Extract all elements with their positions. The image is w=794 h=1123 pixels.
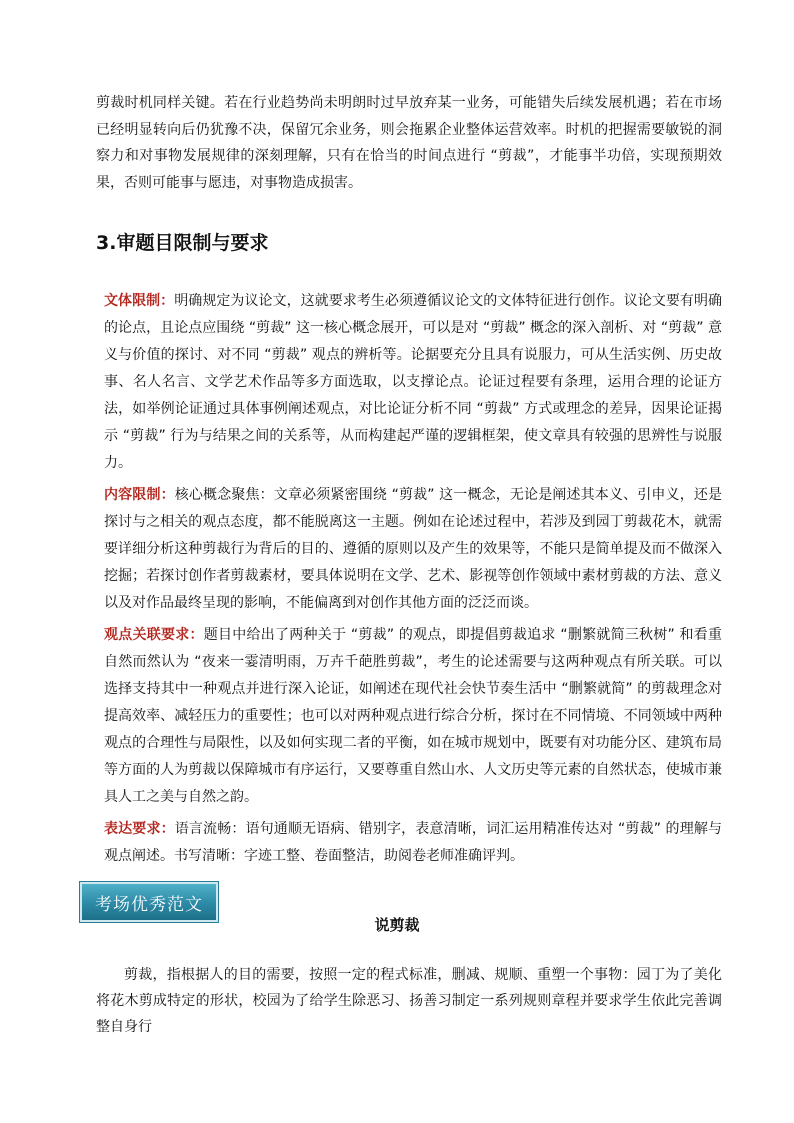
requirement-text: 明确规定为议论文，这就要求考生必须遵循议论文的文体特征进行创作。议论文要有明确的论点，且论点应围绕 “剪裁” 这一核心概念展开，可以是对 “剪裁” 概念的深入剖析、对 “剪裁” 意义与价值的探讨、对不同 “剪裁” 观点的辨析等。论据要充分且具有说服力，可从生活实例、历史故事、名人名言、文学艺术作品等多方面选取，以支撑论点。论证过程要有条理，运用合理的论证方法，如举例论证通过具体事例阐述观点，对比论证分析不同 “剪裁” 方式或理念的差异，因果论证揭示 “剪裁” 行为与结果之间的关系等，从而构建起严谨的逻辑框架，使文章具有较强的思辨性与说服力。 (104, 293, 722, 471)
section-heading: 3.审题目限制与要求 (96, 232, 269, 254)
requirement-genre (104, 288, 722, 477)
requirement-label: 文体限制： (104, 293, 175, 309)
requirement-expression (104, 816, 722, 870)
requirement-text: 题目中给出了两种关于 “剪裁” 的观点，即提倡剪裁追求 “删繁就简三秋树” 和看重自然而然认为 “夜来一霎清明雨，万卉千葩胜剪裁”，考生的论述需要与这两种观点有所关联。可以选择支持其中一种观点并进行深入论证，如阐述在现代社会快节奏生活中 “删繁就简” 的剪裁理念对提高效率、减轻压力的重要性；也可以对两种观点进行综合分析，探讨在不同情境、不同领域中两种观点的合理性与局限性，以及如何实现二者的平衡，如在城市规划中，既要有对功能分区、建筑布局等方面的人为剪裁以保障城市有序运行，又要尊重自然山水、人文历史等元素的自然状态，使城市兼具人工之美与自然之韵。 (104, 627, 723, 805)
intro-paragraph: 剪裁时机同样关键。若在行业趋势尚未明朗时过早放弃某一业务，可能错失后续发展机遇；若在市场已经明显转向后仍犹豫不决，保留冗余业务，则会拖累企业整体运营效率。时机的把握需要敏锐的洞察力和对事物发展规律的深刻理解，只有在恰当的时间点进行 “剪裁”，才能事半功倍，实现预期效果，否则可能事与愿违，对事物造成损害。 (96, 95, 722, 191)
requirement-text: 语言流畅：语句通顺无语病、错别字，表意清晰，词汇运用精准传达对 “剪裁” 的理解与观点阐述。书写清晰：字迹工整、卷面整洁，助阅卷老师准确评判。 (104, 821, 722, 864)
requirement-label: 表达要求： (104, 821, 175, 837)
essay-title: 说剪裁 (374, 916, 420, 934)
requirement-text: 核心概念聚焦：文章必须紧密围绕 “剪裁” 这一概念，无论是阐述其本义、引申义，还是探讨与之相关的观点态度，都不能脱离这一主题。例如在论述过程中，若涉及到园丁剪裁花木，就需要详细分析这种剪裁行为背后的目的、遵循的原则以及产生的效果等，不能只是简单提及而不做深入挖掘；若探讨创作者剪裁素材，要具体说明在文学、艺术、影视等创作领域中素材剪裁的方法、意义以及对作品最终呈现的影响，不能偏离到对创作其他方面的泛泛而谈。 (104, 487, 722, 611)
requirement-label: 观点关联要求： (104, 627, 204, 643)
requirement-viewpoint (104, 622, 722, 811)
requirement-label: 内容限制： (104, 487, 175, 503)
essay-body: 剪裁，指根据人的目的需要，按照一定的程式标准，删减、规顺、重塑一个事物：园丁为了美化将花木剪成特定的形状，校园为了给学生除恶习、扬善习制定一系列规则章程并要求学生依此完善调整自身行 (96, 967, 722, 1035)
sample-essay-badge: 考场优秀范文 (80, 882, 218, 922)
requirement-content (104, 482, 722, 617)
